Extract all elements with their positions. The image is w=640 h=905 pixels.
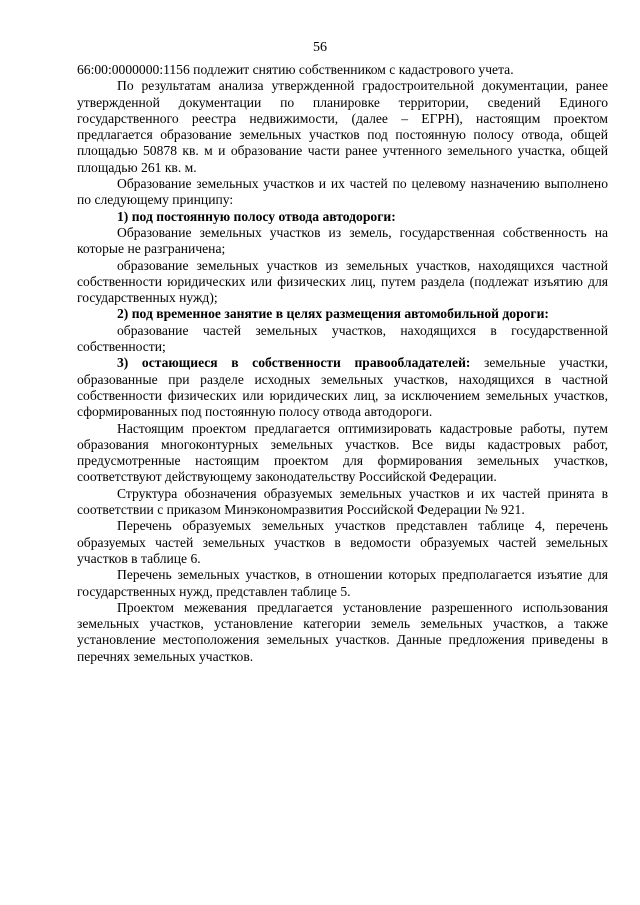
heading-remaining-owners: 3) остающиеся в собственности правообладателей:	[117, 355, 471, 371]
heading-temporary-use: 2) под временное занятие в целях размещения автомобильной дороги:	[117, 306, 549, 322]
paragraph-analysis: По результатам анализа утвержденной градостроительной документации, ранее утвержденной документации по планировке территории, сведений Единого государственного реестра недвижимости, (далее – ЕГРН), настоящим проектом предлагается образование земельных участков под постоянную полосу отвода, общей площадью 50878 кв. м и образование части ранее учтенного земельного участка, общей площадью 261 кв. м.	[77, 78, 608, 175]
paragraph-remaining-owners-text: земельные участки, образованные при разделе исходных земельных участков, находящихся в частной собственности физических или юридических лиц, за исключением земельных участков, сформированных под постоянную полосу отвода автодороги.	[77, 355, 608, 420]
paragraph-list-table4: Перечень образуемых земельных участков представлен таблице 4, перечень образуемых частей земельных участков в ведомости образуемых частей земельных участков в таблице 6.	[77, 518, 608, 566]
paragraph-remaining-owners	[77, 355, 608, 420]
paragraph-state-parts: образование частей земельных участков, находящихся в государственной собственности;	[77, 322, 608, 355]
paragraph-private-land: образование земельных участков из земельных участков, находящихся частной собственности юридических или физических лиц, путем раздела (подлежат изъятию для государственных нужд);	[77, 257, 608, 306]
paragraph-land-use: Проектом межевания предлагается установление разрешенного использования земельных участков, установление категории земель земельных участков, а также установление местоположения земельных участков. Данные предложения приведены в перечнях земельных участков.	[77, 599, 608, 664]
paragraph-state-land: Образование земельных участков из земель, государственная собственность на которые не разграничена;	[77, 224, 608, 257]
paragraph-structure: Структура обозначения образуемых земельных участков и их частей принята в соответствии с приказом Минэкономразвития Российской Федерации № 921.	[77, 485, 608, 518]
body-text	[77, 62, 608, 665]
paragraph-principle: Образование земельных участков и их частей по целевому назначению выполнено по следующему принципу:	[77, 176, 608, 208]
paragraph-optimization: Настоящим проектом предлагается оптимизировать кадастровые работы, путем образования многоконтурных земельных участков. Все виды кадастровых работ, предусмотренные настоящим проектом для формирования земельных участков, соответствуют действующему законодательству Российской Федерации.	[77, 420, 608, 485]
paragraph-cadastral-removal: 66:00:0000000:1156 подлежит снятию собственником с кадастрового учета.	[77, 62, 514, 77]
page-number: 56	[313, 40, 327, 55]
paragraph-list-table5: Перечень земельных участков, в отношении которых предполагается изъятие для государственных нужд, представлен таблице 5.	[77, 567, 608, 599]
heading-permanent-strip: 1) под постоянную полосу отвода автодороги:	[117, 208, 396, 224]
